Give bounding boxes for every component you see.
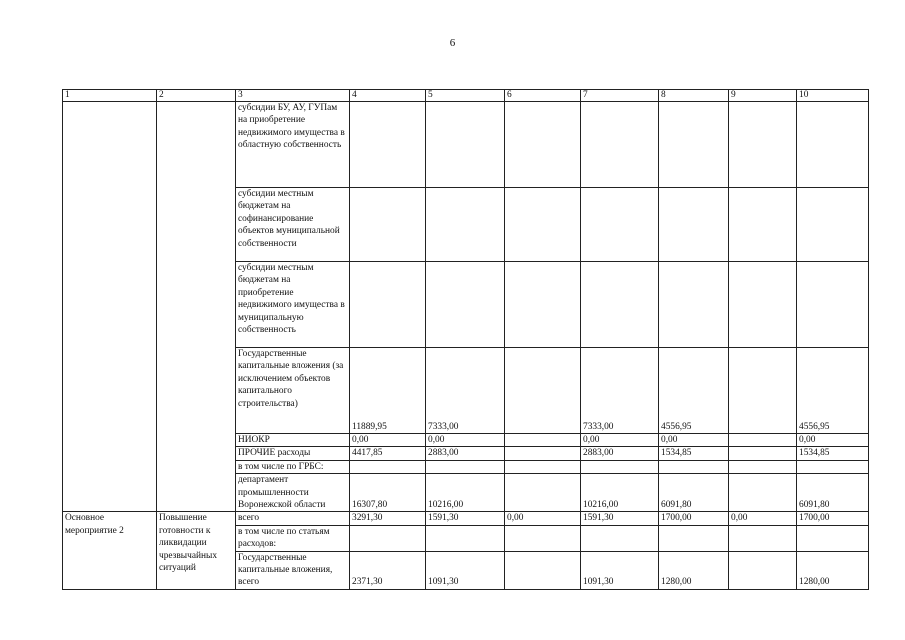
value-cell: 7333,00 <box>581 348 659 434</box>
value-cell <box>505 551 581 589</box>
activity-description-cell: Повышение готовности к ликвидации чрезвычайных ситуаций <box>157 512 236 589</box>
value-cell: 2371,30 <box>350 551 426 589</box>
value-cell <box>581 525 659 551</box>
value-cell <box>659 262 729 348</box>
value-cell <box>797 102 869 188</box>
value-cell: 1091,30 <box>426 551 505 589</box>
value-cell: 3291,30 <box>350 512 426 525</box>
expense-label: всего <box>236 512 350 525</box>
value-cell: 1591,30 <box>581 512 659 525</box>
value-cell <box>581 102 659 188</box>
expense-label: субсидии БУ, АУ, ГУПам на приобретение недвижимого имущества в областную собственность <box>236 102 350 188</box>
value-cell <box>426 525 505 551</box>
value-cell: 1534,85 <box>797 447 869 460</box>
column-number: 8 <box>659 90 729 102</box>
activity-description-cell <box>157 102 236 512</box>
value-cell <box>729 460 797 473</box>
column-number: 2 <box>157 90 236 102</box>
value-cell <box>505 474 581 512</box>
value-cell <box>797 188 869 262</box>
value-cell <box>729 348 797 434</box>
value-cell <box>505 348 581 434</box>
expense-label: департамент промышленности Воронежской области <box>236 474 350 512</box>
value-cell: 16307,80 <box>350 474 426 512</box>
value-cell: 0,00 <box>659 434 729 447</box>
value-cell <box>797 262 869 348</box>
value-cell <box>350 102 426 188</box>
value-cell: 2883,00 <box>426 447 505 460</box>
value-cell <box>426 262 505 348</box>
value-cell <box>729 434 797 447</box>
value-cell <box>729 551 797 589</box>
value-cell <box>505 434 581 447</box>
expense-label: Государственные капитальные вложения (за исключением объектов капитального строительства) <box>236 348 350 434</box>
value-cell <box>350 188 426 262</box>
value-cell: 10216,00 <box>581 474 659 512</box>
value-cell <box>350 460 426 473</box>
table-row <box>63 102 869 188</box>
value-cell: 1534,85 <box>659 447 729 460</box>
value-cell: 6091,80 <box>659 474 729 512</box>
value-cell: 4417,85 <box>350 447 426 460</box>
value-cell: 4556,95 <box>659 348 729 434</box>
value-cell: 6091,80 <box>797 474 869 512</box>
value-cell: 1280,00 <box>659 551 729 589</box>
value-cell <box>729 447 797 460</box>
value-cell: 0,00 <box>426 434 505 447</box>
value-cell: 7333,00 <box>426 348 505 434</box>
value-cell: 0,00 <box>729 512 797 525</box>
value-cell <box>505 460 581 473</box>
value-cell <box>350 262 426 348</box>
value-cell <box>659 188 729 262</box>
column-number: 4 <box>350 90 426 102</box>
value-cell: 11889,95 <box>350 348 426 434</box>
activity-name-cell: Основное мероприятие 2 <box>63 512 157 589</box>
page-number: 6 <box>449 37 456 49</box>
expense-label: субсидии местным бюджетам на софинансирование объектов муниципальной собственности <box>236 188 350 262</box>
value-cell <box>729 262 797 348</box>
budget-table <box>62 89 869 590</box>
expense-label: Государственные капитальные вложения, всего <box>236 551 350 589</box>
expense-label: НИОКР <box>236 434 350 447</box>
value-cell <box>505 102 581 188</box>
value-cell: 1700,00 <box>797 512 869 525</box>
value-cell <box>505 188 581 262</box>
value-cell <box>581 188 659 262</box>
value-cell <box>426 188 505 262</box>
value-cell <box>581 460 659 473</box>
value-cell <box>505 447 581 460</box>
value-cell: 1280,00 <box>797 551 869 589</box>
expense-label: ПРОЧИЕ расходы <box>236 447 350 460</box>
value-cell: 2883,00 <box>581 447 659 460</box>
value-cell <box>659 102 729 188</box>
value-cell: 0,00 <box>350 434 426 447</box>
column-number: 9 <box>729 90 797 102</box>
value-cell <box>505 262 581 348</box>
column-number: 5 <box>426 90 505 102</box>
value-cell <box>659 525 729 551</box>
value-cell <box>729 188 797 262</box>
column-number: 6 <box>505 90 581 102</box>
value-cell <box>659 460 729 473</box>
value-cell <box>505 525 581 551</box>
column-number: 1 <box>63 90 157 102</box>
value-cell <box>729 525 797 551</box>
column-number-row <box>63 90 869 102</box>
column-number: 10 <box>797 90 869 102</box>
value-cell <box>426 102 505 188</box>
value-cell: 1091,30 <box>581 551 659 589</box>
table-row <box>63 512 869 525</box>
value-cell: 0,00 <box>797 434 869 447</box>
value-cell: 1591,30 <box>426 512 505 525</box>
activity-name-cell <box>63 102 157 512</box>
value-cell: 0,00 <box>505 512 581 525</box>
value-cell: 10216,00 <box>426 474 505 512</box>
expense-label: в том числе по статьям расходов: <box>236 525 350 551</box>
expense-label: в том числе по ГРБС: <box>236 460 350 473</box>
value-cell <box>350 525 426 551</box>
value-cell <box>729 102 797 188</box>
column-number: 7 <box>581 90 659 102</box>
value-cell: 4556,95 <box>797 348 869 434</box>
value-cell <box>797 525 869 551</box>
value-cell: 1700,00 <box>659 512 729 525</box>
value-cell <box>581 262 659 348</box>
value-cell <box>729 474 797 512</box>
expense-label: субсидии местным бюджетам на приобретение недвижимого имущества в муниципальную собственность <box>236 262 350 348</box>
value-cell: 0,00 <box>581 434 659 447</box>
value-cell <box>426 460 505 473</box>
column-number: 3 <box>236 90 350 102</box>
value-cell <box>797 460 869 473</box>
